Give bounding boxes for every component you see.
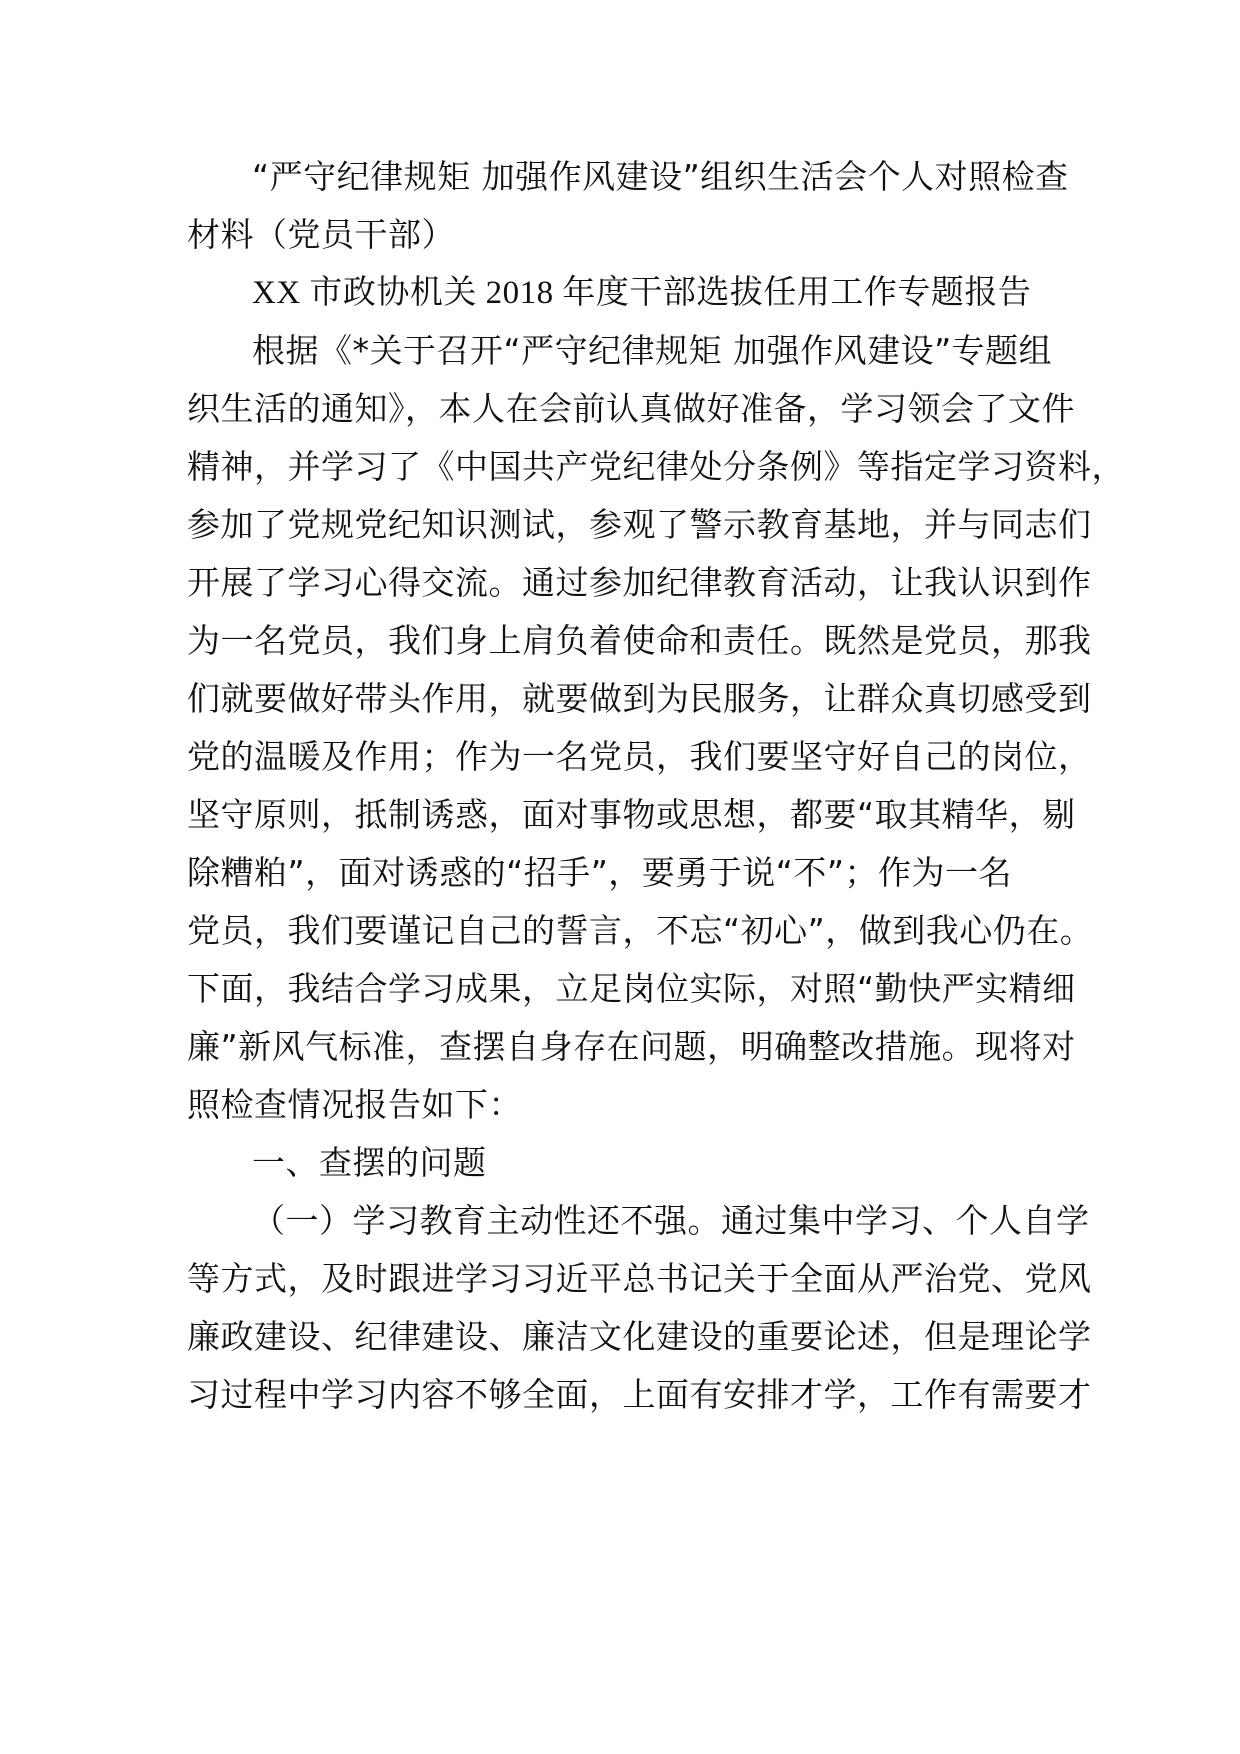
intro-line-13: 廉”新风气标准，查摆自身存在问题，明确整改措施。现将对 [187, 1027, 1076, 1066]
document-subtitle: XX 市政协机关 2018 年度干部选拔任用工作专题报告 [252, 275, 1032, 311]
section-line-2: 等方式，及时跟进学习习近平总书记关于全面从严治党、党风 [187, 1259, 1092, 1298]
intro-line-7: 们就要做好带头作用，就要做到为民服务，让群众真切感受到 [187, 679, 1092, 718]
intro-line-9: 坚守原则，抵制诱惑，面对事物或思想，都要“取其精华，剔 [187, 795, 1076, 834]
document-title-line-2: 材料（党员干部） [187, 215, 455, 254]
intro-line-2: 织生活的通知》，本人在会前认真做好准备，学习领会了文件 [187, 389, 1075, 428]
intro-line-1: 根据《*关于召开“严守纪律规矩 加强作风建设”专题组 [252, 331, 1053, 370]
intro-line-10: 除糟粕”，面对诱惑的“招手”，要勇于说“不”；作为一名 [187, 853, 1012, 892]
section-line-3: 廉政建设、纪律建设、廉洁文化建设的重要论述，但是理论学 [187, 1317, 1092, 1356]
section-line-1: （一）学习教育主动性还不强。通过集中学习、个人自学 [252, 1201, 1090, 1240]
intro-line-11: 党员，我们要谨记自己的誓言，不忘“初心”，做到我心仍在。 [187, 911, 1094, 950]
intro-line-4: 参加了党规党纪知识测试，参观了警示教育基地，并与同志们 [187, 505, 1092, 544]
section-line-4: 习过程中学习内容不够全面，上面有安排才学，工作有需要才 [187, 1375, 1092, 1414]
intro-line-14: 照检查情况报告如下： [187, 1085, 522, 1124]
intro-line-3: 精神，并学习了《中国共产党纪律处分条例》等指定学习资料， [187, 447, 1125, 486]
intro-line-6: 为一名党员，我们身上肩负着使命和责任。既然是党员，那我 [187, 621, 1092, 660]
section-heading: 一、查摆的问题 [252, 1143, 487, 1182]
intro-line-5: 开展了学习心得交流。通过参加纪律教育活动，让我认识到作 [187, 563, 1092, 602]
intro-line-8: 党的温暖及作用；作为一名党员，我们要坚守好自己的岗位， [187, 737, 1092, 776]
intro-line-12: 下面，我结合学习成果，立足岗位实际，对照“勤快严实精细 [187, 969, 1076, 1008]
document-title-line-1: “严守纪律规矩 加强作风建设”组织生活会个人对照检查 [252, 157, 1069, 196]
